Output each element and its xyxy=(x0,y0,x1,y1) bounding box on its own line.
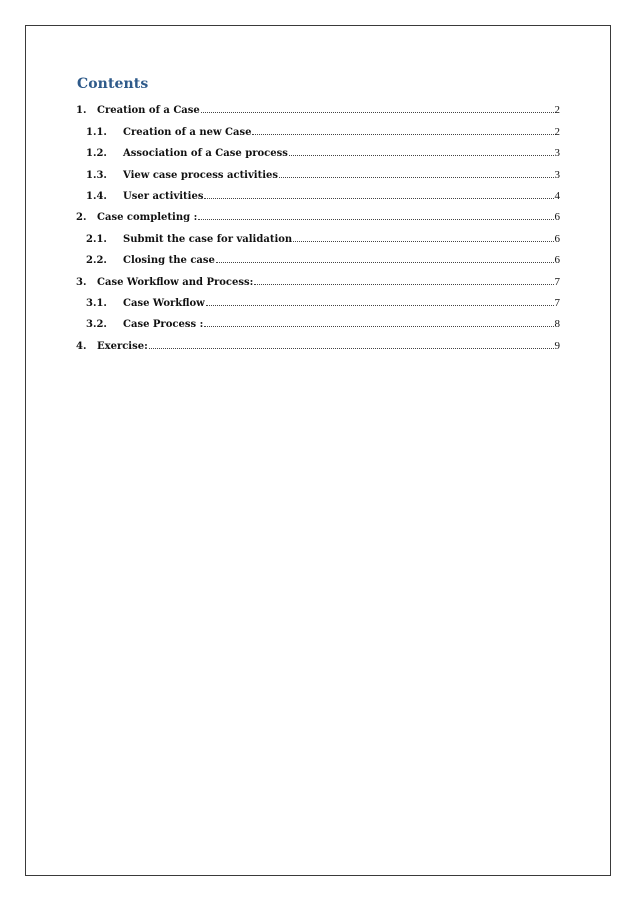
toc-entry-page-number: 7 xyxy=(554,275,560,288)
toc-entry-number: 2.2. xyxy=(86,255,107,267)
toc-dot-leader xyxy=(204,326,553,327)
toc-entry-number: 3. xyxy=(76,276,87,288)
toc-entry-page-number: 3 xyxy=(554,147,560,160)
toc-entry-number: 1.3. xyxy=(86,169,107,181)
toc-entry-page-number: 8 xyxy=(554,318,560,331)
toc-dot-leader xyxy=(198,219,553,220)
toc-entry[interactable] xyxy=(76,159,560,180)
toc-entry[interactable] xyxy=(76,116,560,137)
toc-heading: Contents xyxy=(77,76,149,92)
toc-entry-page-number: 4 xyxy=(554,189,560,202)
toc-dot-leader xyxy=(206,305,554,306)
toc-entry-title[interactable]: Association of a Case process xyxy=(123,148,288,160)
toc-entry[interactable] xyxy=(76,330,560,351)
toc-dot-leader xyxy=(149,348,554,349)
toc-entry-page-number: 6 xyxy=(554,232,560,245)
toc-dot-leader xyxy=(252,134,553,135)
toc-entry-page-number: 2 xyxy=(554,125,560,138)
toc-entry[interactable] xyxy=(76,202,560,223)
toc-entry-number: 1.4. xyxy=(86,190,107,202)
toc-entry[interactable] xyxy=(76,245,560,266)
toc-entry-number: 2. xyxy=(76,212,87,224)
toc-dot-leader xyxy=(216,262,554,263)
toc-entry-number: 3.1. xyxy=(86,297,107,309)
toc-entry-title[interactable]: Creation of a new Case xyxy=(123,126,252,138)
toc-entry[interactable] xyxy=(76,309,560,330)
toc-entry[interactable] xyxy=(76,266,560,287)
toc-entry-number: 1.1. xyxy=(86,126,107,138)
toc-entry-title[interactable]: Exercise: xyxy=(97,340,148,352)
toc-dot-leader xyxy=(204,198,553,199)
toc-entry[interactable] xyxy=(76,288,560,309)
toc-entry-page-number: 3 xyxy=(554,168,560,181)
toc-entry[interactable] xyxy=(76,95,560,116)
toc-entry-title[interactable]: Case Process : xyxy=(123,319,204,331)
toc-entry-title[interactable]: Creation of a Case xyxy=(97,105,200,117)
toc-entry-page-number: 6 xyxy=(554,254,560,267)
toc-entry-title[interactable]: User activities xyxy=(123,190,204,202)
toc-dot-leader xyxy=(279,177,553,178)
toc-dot-leader xyxy=(201,112,554,113)
toc-entry-number: 1.2. xyxy=(86,148,107,160)
toc-entry[interactable] xyxy=(76,223,560,244)
table-of-contents xyxy=(76,95,560,352)
toc-entry[interactable] xyxy=(76,138,560,159)
toc-entry-title[interactable]: Case Workflow xyxy=(123,297,205,309)
toc-entry-page-number: 7 xyxy=(554,296,560,309)
toc-entry-page-number: 9 xyxy=(554,339,560,352)
toc-dot-leader xyxy=(293,241,553,242)
toc-entry-number: 2.1. xyxy=(86,233,107,245)
toc-entry-number: 3.2. xyxy=(86,319,107,331)
toc-entry-page-number: 2 xyxy=(554,104,560,117)
toc-entry-number: 4. xyxy=(76,340,87,352)
toc-entry-number: 1. xyxy=(76,105,87,117)
toc-entry[interactable] xyxy=(76,181,560,202)
toc-dot-leader xyxy=(254,284,553,285)
toc-entry-title[interactable]: Submit the case for validation xyxy=(123,233,293,245)
toc-entry-title[interactable]: Case completing : xyxy=(97,212,198,224)
toc-entry-page-number: 6 xyxy=(554,211,560,224)
toc-entry-title[interactable]: View case process activities xyxy=(123,169,279,181)
toc-entry-title[interactable]: Closing the case xyxy=(123,255,215,267)
toc-entry-title[interactable]: Case Workflow and Process: xyxy=(97,276,254,288)
toc-dot-leader xyxy=(289,155,554,156)
